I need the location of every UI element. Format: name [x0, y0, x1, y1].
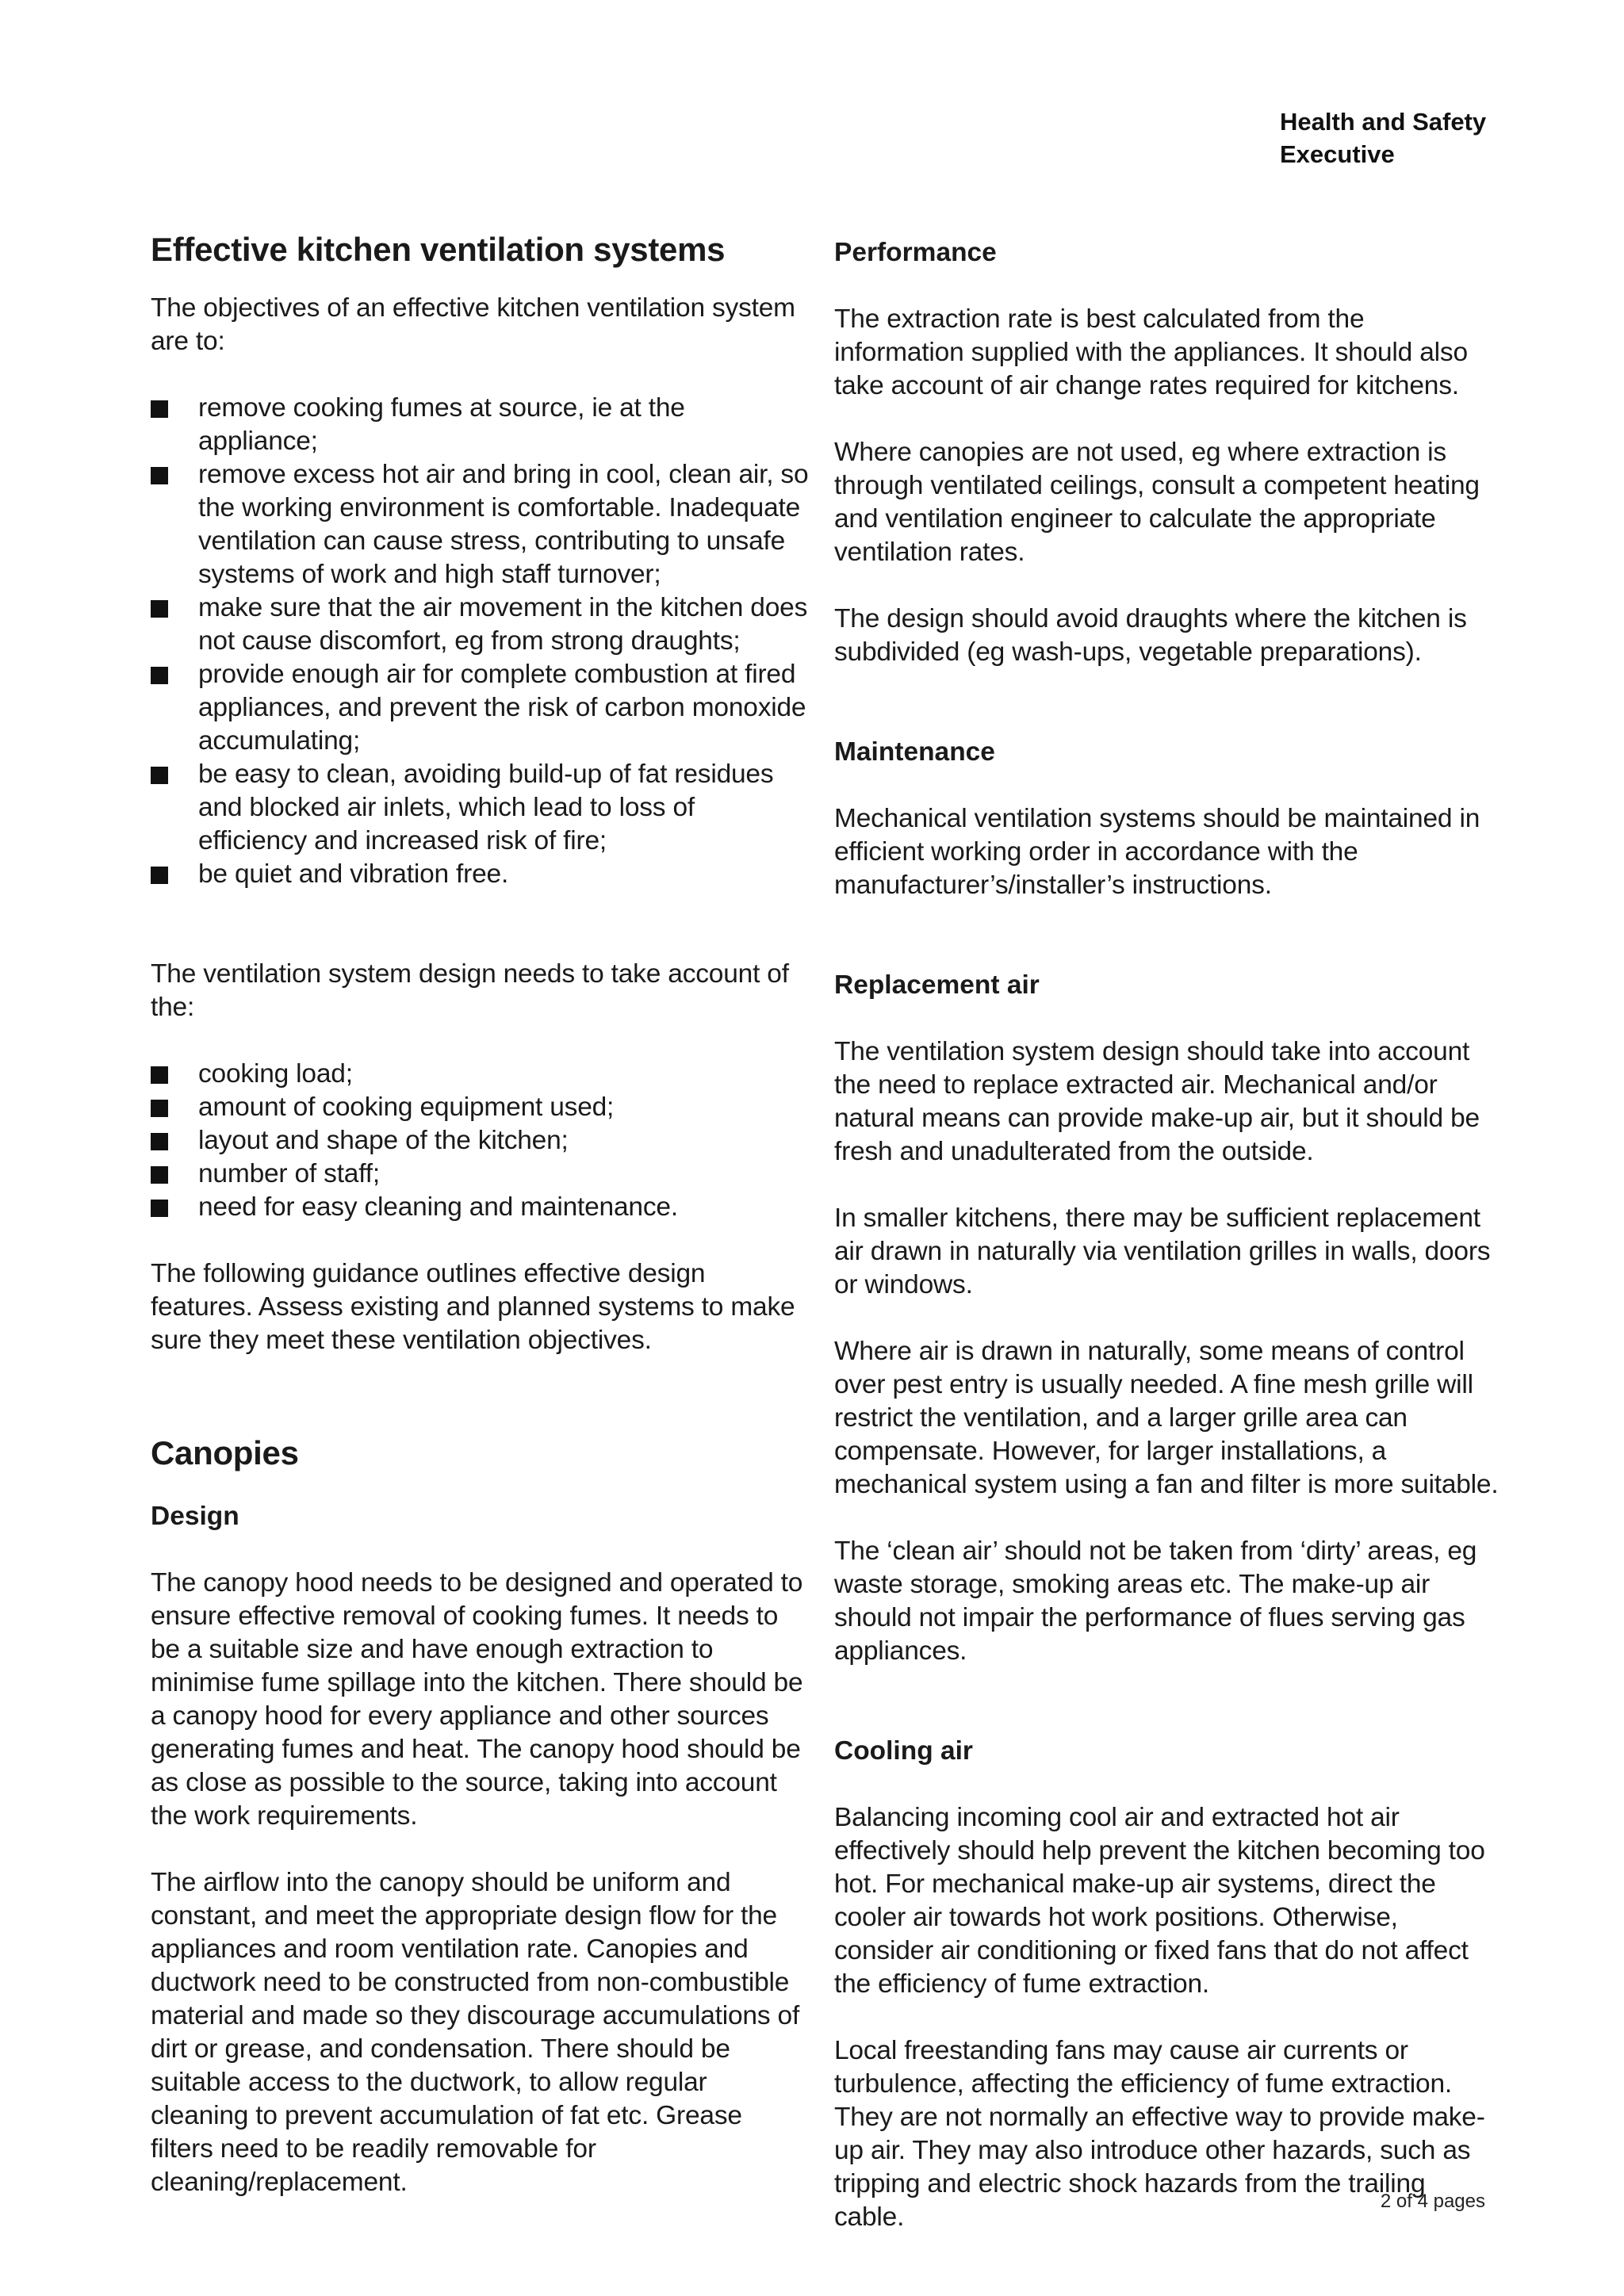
right-column [834, 230, 1500, 2234]
cooling-paragraph-1: Balancing incoming cool air and extracted hot air effectively should help prevent the kitchen becoming too hot. For mechanical make-up air systems, direct the cooler air towards hot work positions. Otherwise, consider air conditioning or fixed fans that do not affect the efficiency of fume extraction. [834, 1803, 1485, 1999]
design-paragraph-1: The canopy hood needs to be designed and operated to ensure effective removal of cooking fumes. It needs to be a suitable size and have enough extraction to minimise fume spillage into the kitchen. There should be a canopy hood for every appliance and other sources generating fumes and heat. The canopy hood should be as close as possible to the source, taking into account the work requirements. [151, 1568, 803, 1831]
maintenance-heading: Maintenance [834, 737, 995, 767]
list-item: layout and shape of the kitchen; [151, 1124, 809, 1158]
org-line-2: Executive [1280, 140, 1395, 168]
page-number: 2 of 4 pages [1380, 2191, 1485, 2212]
performance-heading: Performance [834, 238, 997, 267]
maintenance-paragraph: Mechanical ventilation systems should be maintained in efficient working order in accordance with the manufacturer’s/installer’s instructions. [834, 804, 1480, 900]
design-factors-intro: The ventilation system design needs to take account of the: [151, 959, 789, 1022]
list-item: remove cooking fumes at source, ie at the appliance; [151, 392, 809, 458]
left-column [151, 230, 809, 2199]
design-heading: Design [151, 1502, 239, 1531]
performance-paragraph-3: The design should avoid draughts where the kitchen is subdivided (eg wash-ups, vegetable preparations). [834, 604, 1467, 667]
performance-paragraph-1: The extraction rate is best calculated from the information supplied with the appliances. It should also take account of air change rates required for kitchens. [834, 304, 1468, 400]
design-factors-list [151, 1058, 809, 1224]
list-item: provide enough air for complete combustion at fired appliances, and prevent the risk of carbon monoxide accumulating; [151, 658, 809, 758]
replacement-paragraph-1: The ventilation system design should take into account the need to replace extracted air. Mechanical and/or natural means can provide make-up air, but it should be fresh and unadulterated from the outside. [834, 1037, 1480, 1166]
guidance-paragraph: The following guidance outlines effective design features. Assess existing and planned systems to make sure they meet these ventilation objectives. [151, 1259, 795, 1355]
list-item: be quiet and vibration free. [151, 858, 809, 891]
cooling-paragraph-2: Local freestanding fans may cause air currents or turbulence, affecting the efficiency of fume extraction. They are not normally an effective way to provide make-up air. They may also introduce other hazards, such as tripping and electric shock hazards from the trailing cable. [834, 2036, 1485, 2232]
list-item: make sure that the air movement in the kitchen does not cause discomfort, eg from strong draughts; [151, 591, 809, 658]
list-item: number of staff; [151, 1158, 809, 1191]
canopies-title: Canopies [151, 1434, 299, 1471]
page-title: Effective kitchen ventilation systems [151, 231, 726, 268]
objectives-intro: The objectives of an effective kitchen ventilation system are to: [151, 293, 795, 356]
replacement-paragraph-2: In smaller kitchens, there may be sufficient replacement air drawn in naturally via ventilation grilles in walls, doors or windows. [834, 1203, 1491, 1299]
replacement-air-heading: Replacement air [834, 970, 1040, 1000]
performance-paragraph-2: Where canopies are not used, eg where extraction is through ventilated ceilings, consult a competent heating and ventilation engineer to calculate the appropriate ventilation rates. [834, 438, 1480, 567]
replacement-paragraph-3: Where air is drawn in naturally, some means of control over pest entry is usually needed. A fine mesh grille will restrict the ventilation, and a larger grille area can compensate. However, for larger installations, a mechanical system using a fan and filter is more suitable. [834, 1337, 1499, 1499]
replacement-paragraph-4: The ‘clean air’ should not be taken from ‘dirty’ areas, eg waste storage, smoking areas etc. The make-up air should not impair the performance of flues serving gas appliances. [834, 1536, 1477, 1666]
list-item: be easy to clean, avoiding build-up of fat residues and blocked air inlets, which lead to loss of efficiency and increased risk of fire; [151, 758, 809, 858]
list-item: cooking load; [151, 1058, 809, 1091]
design-paragraph-2: The airflow into the canopy should be uniform and constant, and meet the appropriate design flow for the appliances and room ventilation rate. Canopies and ductwork need to be constructed from non-combustible material and made so they discourage accumulations of dirt or grease, and condensation. There should be suitable access to the ductwork, to allow regular cleaning to prevent accumulation of fat etc. Grease filters need to be readily removable for cleaning/replacement. [151, 1868, 800, 2197]
org-line-1: Health and Safety [1280, 108, 1487, 136]
list-item: amount of cooking equipment used; [151, 1091, 809, 1124]
objectives-list [151, 392, 809, 891]
cooling-air-heading: Cooling air [834, 1736, 973, 1766]
list-item: remove excess hot air and bring in cool, clean air, so the working environment is comfortable. Inadequate ventilation can cause stress, contributing to unsafe systems of work and high staff turnover; [151, 458, 809, 591]
list-item: need for easy cleaning and maintenance. [151, 1191, 809, 1224]
organisation-name [1280, 105, 1486, 170]
